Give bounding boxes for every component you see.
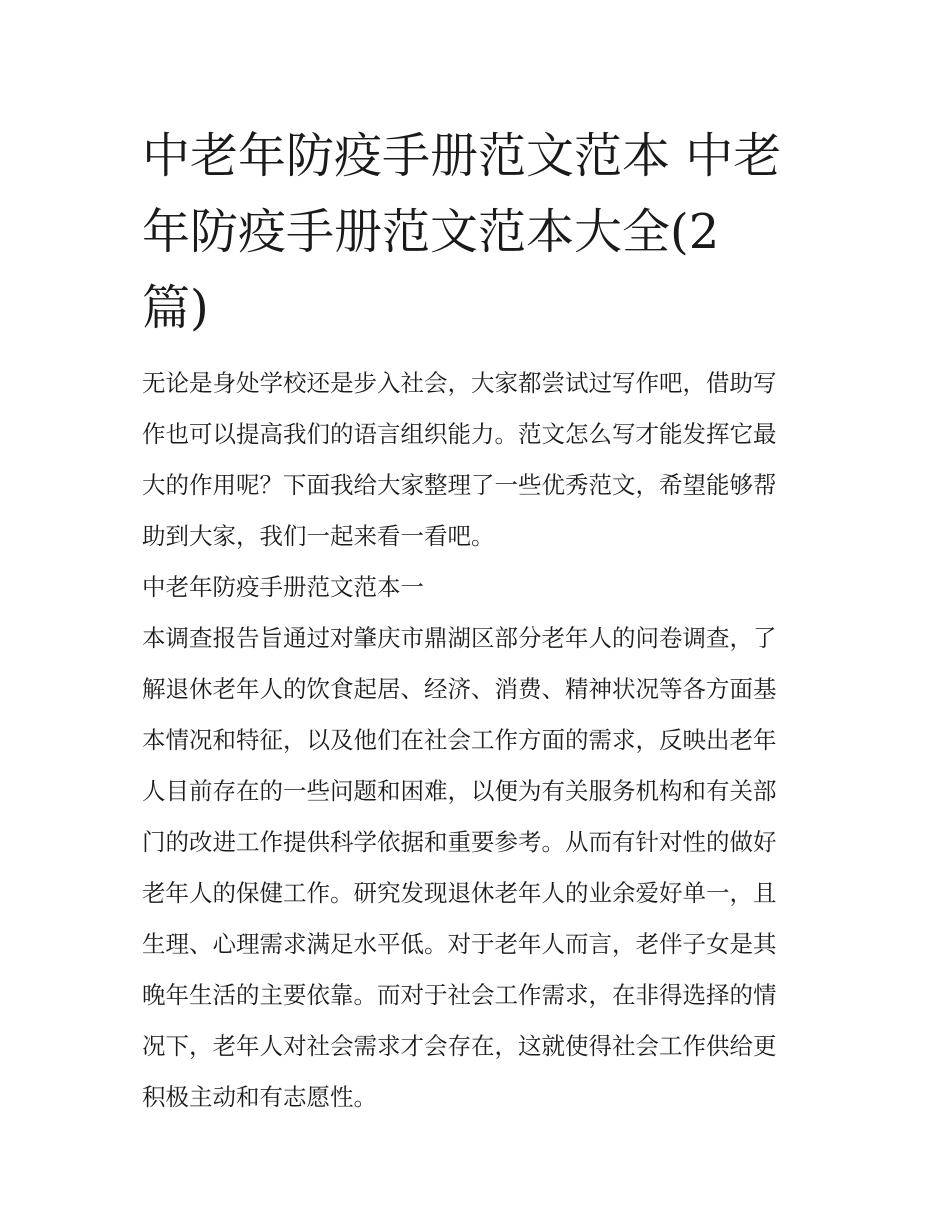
paragraph-line: 人目前存在的一些问题和困难，以便为有关服务机构和有关部: [142, 777, 777, 805]
intro-paragraph: [142, 358, 812, 562]
title-line: 中老年防疫手册范文范本 中老: [142, 128, 782, 184]
title-line: 年防疫手册范文范本大全(2: [142, 204, 720, 260]
paragraph-line: 助到大家，我们一起来看一看吧。: [142, 522, 495, 550]
document-page: [142, 118, 812, 1123]
paragraph-line: 积极主动和有志愿性。: [142, 1083, 377, 1111]
paragraph-line: 本调查报告旨通过对肇庆市鼎湖区部分老年人的问卷调查，了: [142, 624, 777, 652]
document-title: [142, 118, 812, 346]
section-paragraph: [142, 613, 812, 1123]
title-line: 篇): [142, 280, 209, 336]
paragraph-line: 无论是身处学校还是步入社会，大家都尝试过写作吧，借助写: [142, 369, 777, 397]
paragraph-line: 老年人的保健工作。研究发现退休老年人的业余爱好单一，且: [142, 879, 777, 907]
paragraph-line: 晚年生活的主要依靠。而对于社会工作需求，在非得选择的情: [142, 981, 777, 1009]
document-body: [142, 358, 812, 1123]
paragraph-line: 门的改进工作提供科学依据和重要参考。从而有针对性的做好: [142, 828, 777, 856]
paragraph-line: 本情况和特征，以及他们在社会工作方面的需求，反映出老年: [142, 726, 777, 754]
paragraph-line: 解退休老年人的饮食起居、经济、消费、精神状况等各方面基: [142, 675, 777, 703]
section-heading: 中老年防疫手册范文范本一: [142, 573, 424, 601]
paragraph-line: 作也可以提高我们的语言组织能力。范文怎么写才能发挥它最: [142, 420, 777, 448]
paragraph-line: 生理、心理需求满足水平低。对于老年人而言，老伴子女是其: [142, 930, 777, 958]
paragraph-line: 况下，老年人对社会需求才会存在，这就使得社会工作供给更: [142, 1032, 777, 1060]
paragraph-line: 大的作用呢？下面我给大家整理了一些优秀范文，希望能够帮: [142, 471, 777, 499]
